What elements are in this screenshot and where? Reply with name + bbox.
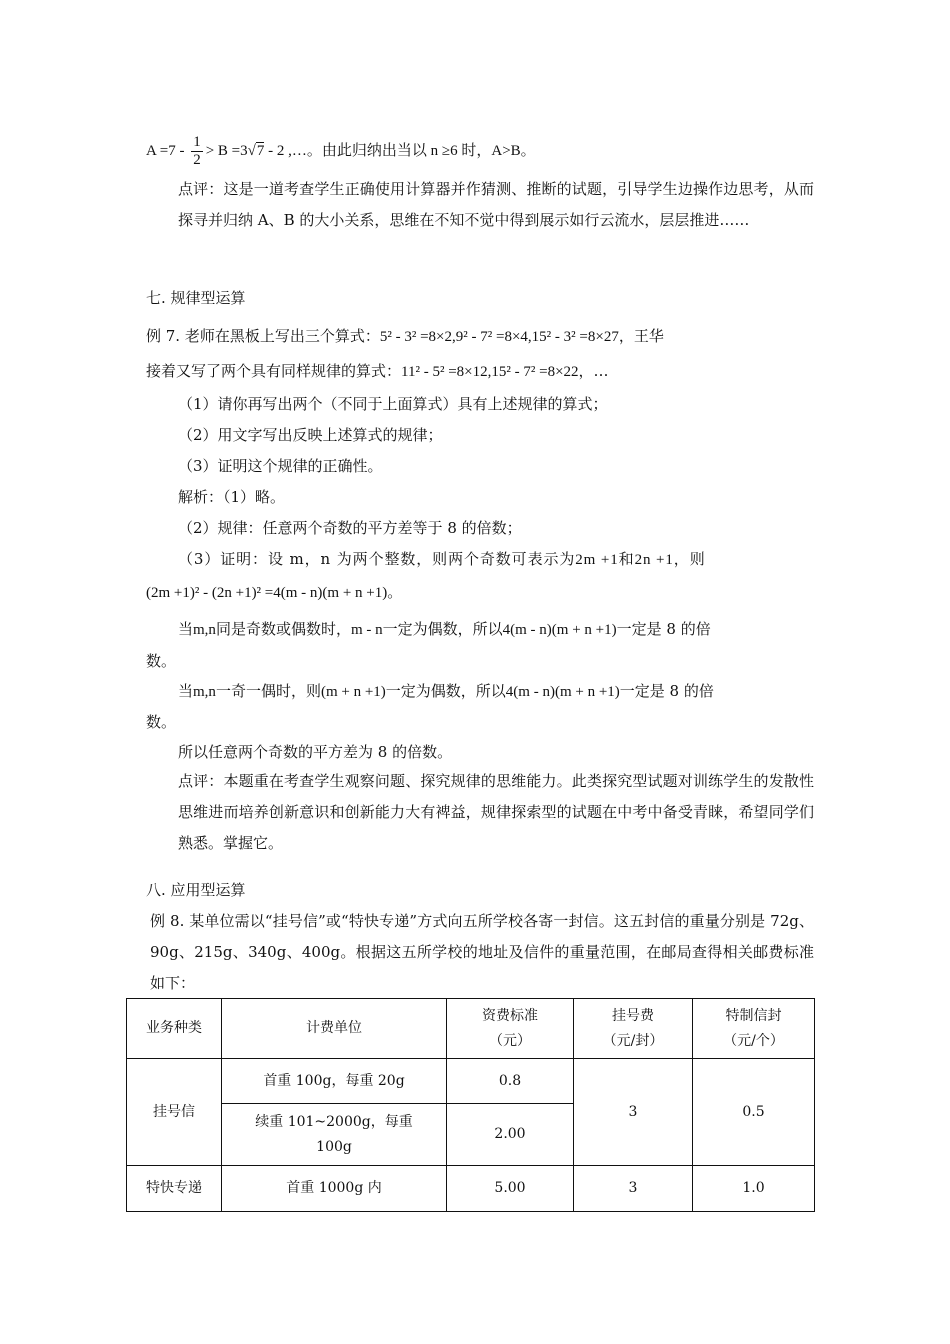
cell-fee-express: 5.00 [447, 1166, 574, 1212]
cell-unit-express: 首重 1000g 内 [222, 1166, 447, 1212]
example-8-paragraph [146, 906, 814, 999]
example-7-intro: 例 7. 老师在黑板上写出三个算式： [146, 327, 380, 345]
header-billing-unit [222, 999, 447, 1059]
cell-envelope-fee-2: 1.0 [693, 1166, 815, 1212]
example-7-equations: 5² - 3² =8×2,9² - 7² =8×4,15² - 3² =8×27 [379, 329, 619, 345]
case-1-c: 一定为偶数，所以 [382, 620, 503, 638]
example-8-text: 例 8. 某单位需以“挂号信”或“特快专递”方式向五所学校各寄一封信。这五封信的重量分别是 72g、90g、215g、340g、400g。根据这五所学校的地址及信件的重量范围，在邮局查得相关邮费标准如下： [150, 912, 814, 992]
fraction-denominator: 2 [193, 152, 201, 168]
cell-envelope-fee-1: 0.5 [693, 1059, 815, 1166]
answer-3-equation [146, 582, 402, 604]
answer-1: 解析：（1）略。 [178, 488, 286, 506]
cell-unit-additional-weight: 续重 101~2000g，每重 100g [222, 1104, 447, 1166]
comment-paragraph-2 [146, 766, 814, 859]
table-row [127, 1166, 815, 1212]
question-1: （1）请你再写出两个（不同于上面算式）具有上述规律的算式； [178, 395, 608, 413]
case-1-a: 当 [178, 620, 194, 638]
answer-3-end: ，则 [673, 550, 706, 568]
cell-fee-additional: 2.00 [447, 1104, 574, 1166]
cell-registered-mail: 挂号信 [127, 1059, 222, 1166]
equation-period: 。 [387, 585, 403, 601]
case-1-d: 一定是 8 的倍 [616, 620, 711, 638]
comment-1-text: 点评：这是一道考查学生正确使用计算器并作猜测、推断的试题，引导学生边操作边思考，从而探寻并归纳 A、B 的大小关系，思维在不知不觉中得到展示如行云流水，层层推进…… [178, 180, 814, 229]
sqrt-symbol: √ [247, 142, 256, 159]
conclusion: 所以任意两个奇数的平方差为 8 的倍数。 [178, 743, 453, 761]
difference-of-squares: (2m +1)² - (2n +1)² =4(m - n)(m + n +1) [146, 585, 388, 601]
example-7-line-1 [146, 325, 664, 348]
formula-tail: …。由此归纳出当以 n ≥6 时，A>B。 [291, 142, 536, 159]
cell-registration-fee-2: 3 [574, 1166, 693, 1212]
case-2-line-1 [178, 680, 714, 703]
section-7-heading: 七. 规律型运算 [146, 289, 246, 307]
case-1-line-1 [178, 618, 711, 641]
formula-line [146, 134, 536, 169]
comment-2-text: 点评：本题重在考查学生观察问题、探究规律的思维能力。此类探究型试题对训练学生的发散性思维进而培养创新意识和创新能力大有裨益，规律探索型的试题在中考中备受青睐，希望同学们熟悉。掌握它。 [178, 772, 814, 852]
header-registration-fee: 挂号费 （元/封） [574, 999, 693, 1059]
cell-registration-fee-1: 3 [574, 1059, 693, 1166]
comment-paragraph-1 [146, 174, 814, 236]
case-2-c: 一定为偶数，所以 [385, 682, 506, 700]
cell-fee-first: 0.8 [447, 1059, 574, 1104]
table-header-row [127, 999, 815, 1059]
cell-unit-first-weight: 首重 100g，每重 20g [222, 1059, 447, 1104]
table-row [127, 1059, 815, 1104]
line2-equations: 11² - 5² =8×12,15² - 7² =8×22 [401, 364, 579, 380]
case-1-expr: 4(m - n)(m + n +1) [502, 622, 617, 638]
fraction-numerator: 1 [193, 134, 201, 150]
question-2: （2）用文字写出反映上述算式的规律； [178, 426, 443, 444]
case-2-mn: m,n [193, 684, 216, 700]
case-2-d: 一定是 8 的倍 [619, 682, 714, 700]
header-service-type-text: 业务种类 [146, 1020, 202, 1036]
case-1-b: 同是奇数或偶数时， [215, 620, 351, 638]
case-2-line-2: 数。 [146, 713, 177, 731]
odd-expr-2: 2n +1 [634, 552, 674, 568]
fraction [191, 134, 203, 169]
answer-3-line-1 [178, 548, 706, 571]
case-2-expr: 4(m - n)(m + n +1) [505, 684, 620, 700]
line2-intro: 接着又写了两个具有同样规律的算式： [146, 362, 402, 380]
case-1-line-2: 数。 [146, 652, 177, 670]
answer-3-and: 和 [618, 550, 635, 568]
case-1-mn: m,n [193, 622, 216, 638]
question-3: （3）证明这个规律的正确性。 [178, 457, 383, 475]
formula-b: > B =3 [205, 142, 248, 159]
answer-2: （2）规律：任意两个奇数的平方差等于 8 的倍数； [178, 519, 522, 537]
header-service-type [127, 999, 222, 1059]
formula-c: - 2 , [268, 142, 292, 159]
case-2-sum: (m + n +1) [320, 684, 386, 700]
case-1-diff: m - n [350, 622, 383, 638]
header-rate: 资费标准 （元） [447, 999, 574, 1059]
answer-3-start: （3）证明：设 m，n 为两个整数，则两个奇数可表示为 [178, 550, 576, 568]
cell-express-mail: 特快专递 [127, 1166, 222, 1212]
formula-a: A =7 - [146, 142, 185, 159]
header-envelope: 特制信封 （元/个） [693, 999, 815, 1059]
case-2-b: 一奇一偶时，则 [215, 682, 321, 700]
section-8-heading: 八. 应用型运算 [146, 881, 246, 899]
sqrt-argument: 7 [256, 142, 265, 159]
example-7-mid: ，王华 [618, 327, 664, 345]
line2-tail: ，… [578, 362, 609, 380]
example-7-line-2 [146, 360, 609, 383]
postage-fee-table [126, 998, 815, 1212]
case-2-a: 当 [178, 682, 194, 700]
odd-expr-1: 2m +1 [575, 552, 619, 568]
header-billing-unit-text: 计费单位 [306, 1020, 362, 1036]
